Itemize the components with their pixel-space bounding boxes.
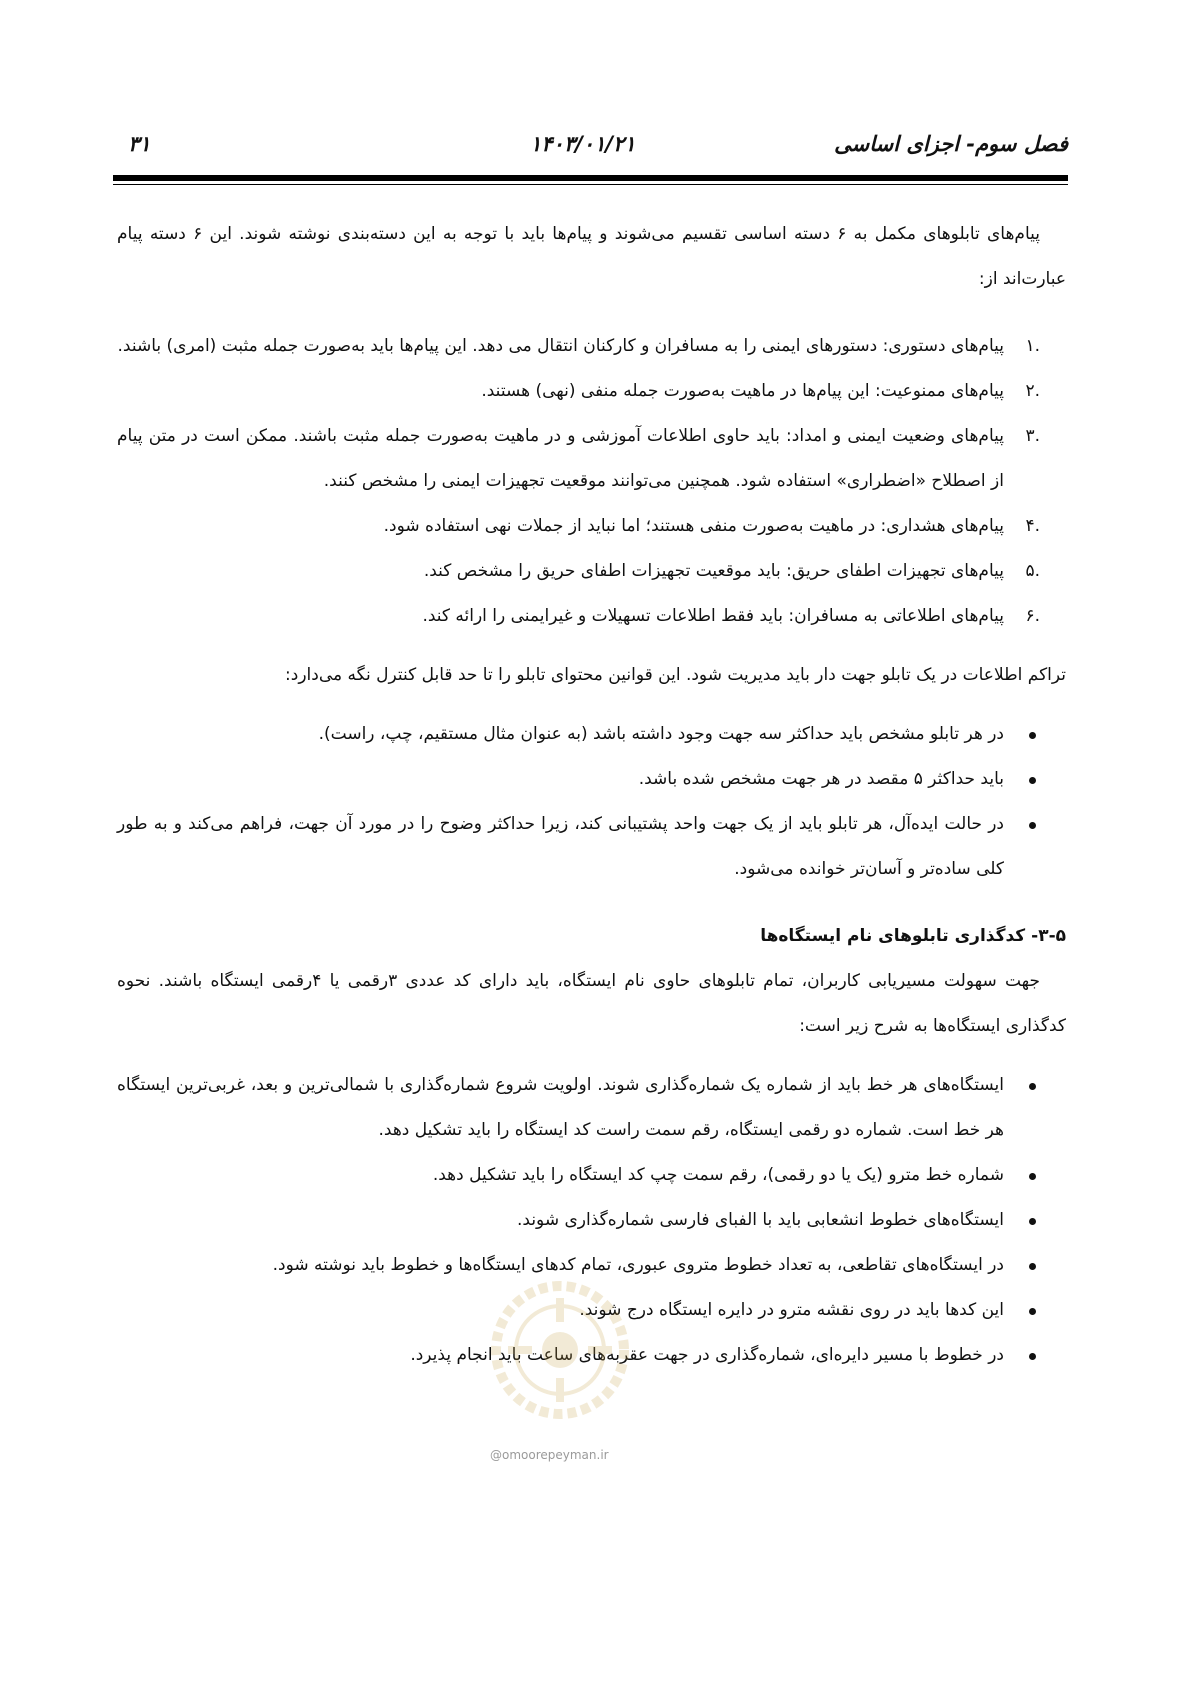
bullet-icon [1029,1308,1036,1315]
page-header [120,126,1068,166]
list-item [117,712,1066,757]
list-item-text: ایستگاه‌های خطوط انشعابی باید با الفبای فارسی شماره‌گذاری شوند. [517,1210,1004,1230]
header-rule-thin [113,184,1068,185]
watermark-text: @omoorepeyman.ir [490,1448,609,1462]
bullet-icon [1029,777,1036,784]
list-item-text: در حالت ایده‌آل، هر تابلو باید از یک جهت واحد پشتیبانی کند، زیرا حداکثر وضوح را در مورد آن جهت، فراهم می‌کند و به طور کلی ساده‌تر و آسان‌تر خوانده می‌شود. [117,814,1004,879]
list-item-text: پیام‌های تجهیزات اطفای حریق: باید موقعیت تجهیزات اطفای حریق را مشخص کند. [423,561,1004,581]
list-item [117,414,1066,504]
list-item-text: پیام‌های وضعیت ایمنی و امداد: باید حاوی اطلاعات آموزشی و در ماهیت به‌صورت جمله مثبت باشند. ممکن است در متن پیام از اصطلاح «اضطراری» استفاده شود. همچنین می‌توانند موقعیت تجهیزات ایمنی را مشخص کنند. [117,426,1004,491]
list-item-text: در خطوط با مسیر دایره‌ای، شماره‌گذاری در جهت عقربه‌های ساعت باید انجام پذیرد. [410,1345,1004,1365]
list-item-text: در ایستگاه‌های تقاطعی، به تعداد خطوط متروی عبوری، تمام کدهای ایستگاه‌ها و خطوط باید نوشته شود. [272,1255,1004,1275]
header-date: ۱۴۰۳/۰۱/۲۱ [530,132,636,156]
list-item-text: پیام‌های هشداری: در ماهیت به‌صورت منفی هستند؛ اما نباید از جملات نهی استفاده شود. [383,516,1004,536]
bullet-icon [1029,822,1036,829]
list-number: .۴ [1025,516,1040,536]
page-number: ۳۱ [128,132,151,156]
list-item-text: در هر تابلو مشخص باید حداکثر سه جهت وجود داشته باشد (به عنوان مثال مستقیم، چپ، راست). [318,724,1004,744]
bullet-icon [1029,1173,1036,1180]
bullet-icon [1029,1218,1036,1225]
list-item [117,757,1066,802]
message-categories-list [117,324,1066,639]
list-number: .۳ [1025,426,1040,446]
list-item [117,549,1066,594]
list-item [117,324,1066,369]
list-number: .۱ [1025,336,1040,356]
list-item-text: پیام‌های اطلاعاتی به مسافران: باید فقط اطلاعات تسهیلات و غیرایمنی را ارائه کند. [422,606,1004,626]
list-item-text: این کدها باید در روی نقشه مترو در دایره ایستگاه درج شوند. [579,1300,1004,1320]
list-number: .۵ [1025,561,1040,581]
list-item [117,1198,1066,1243]
bullet-icon [1029,732,1036,739]
list-number: .۶ [1025,606,1040,626]
section-heading: ۳-۵- کدگذاری تابلوهای نام ایستگاه‌ها [760,926,1066,946]
chapter-title: فصل سوم- اجزای اساسی [834,132,1068,156]
list-item [117,504,1066,549]
header-rule-thick [113,175,1068,181]
list-item-text: باید حداکثر ۵ مقصد در هر جهت مشخص شده باشد. [638,769,1004,789]
bullet-icon [1029,1083,1036,1090]
section-intro: جهت سهولت مسیریابی کاربران، تمام تابلوهای حاوی نام ایستگاه، باید دارای کد عددی ۳رقمی یا ۴رقمی ایستگاه باشند. نحوه کدگذاری ایستگاه‌ها به شرح زیر است: [117,971,1066,1036]
list-item-text: پیام‌های ممنوعیت: این پیام‌ها در ماهیت به‌صورت جمله منفی (نهی) هستند. [481,381,1004,401]
bullet-icon [1029,1263,1036,1270]
accumulation-paragraph: تراکم اطلاعات در یک تابلو جهت دار باید مدیریت شود. این قوانین محتوای تابلو را تا حد قابل کنترل نگه می‌دارد: [285,665,1066,685]
list-item-text: شماره خط مترو (یک یا دو رقمی)، رقم سمت چپ کد ایستگاه را باید تشکیل دهد. [432,1165,1004,1185]
list-number: .۲ [1025,381,1040,401]
list-item [117,1063,1066,1153]
list-item [117,1153,1066,1198]
intro-paragraph: پیام‌های تابلوهای مکمل به ۶ دسته اساسی تقسیم می‌شوند و پیام‌ها باید با توجه به این دسته‌بندی نوشته شوند. این ۶ دسته پیام عبارت‌اند از: [117,224,1066,289]
list-item [117,369,1066,414]
list-item [117,802,1066,892]
watermark-logo [480,1268,640,1448]
list-item-text: پیام‌های دستوری: دستورهای ایمنی را به مسافران و کارکنان انتقال می دهد. این پیام‌ها باید به‌صورت جمله مثبت (امری) باشند. [117,336,1004,356]
accumulation-rules-list [117,712,1066,892]
list-item-text: ایستگاه‌های هر خط باید از شماره یک شماره‌گذاری شوند. اولویت شروع شماره‌گذاری با شمالی‌ترین و بعد، غربی‌ترین ایستگاه هر خط است. شماره دو رقمی ایستگاه، رقم سمت راست کد ایستگاه را باید تشکیل دهد. [117,1075,1004,1140]
page-body [117,212,1066,1378]
bullet-icon [1029,1353,1036,1360]
list-item [117,594,1066,639]
